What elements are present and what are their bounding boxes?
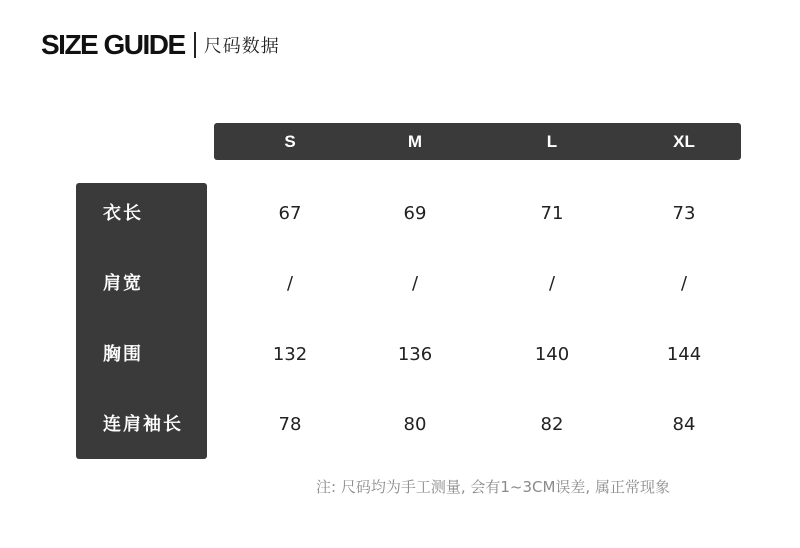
table-cell: 82: [540, 414, 564, 435]
table-cell: 69: [403, 203, 427, 224]
table-cell: /: [411, 273, 419, 294]
size-header-m: M: [407, 132, 423, 151]
row-label-chest: 胸围: [103, 344, 143, 365]
table-cell: 71: [540, 203, 564, 224]
row-label-column: [76, 183, 207, 459]
title-english: SIZE GUIDE: [41, 29, 185, 60]
title-chinese: 尺码数据: [203, 36, 280, 57]
row-label-sleeve: 连肩袖长: [103, 414, 183, 435]
title-divider: [194, 32, 196, 58]
table-cell: 73: [672, 203, 696, 224]
table-cell: 84: [672, 414, 696, 435]
table-cell: 144: [666, 344, 702, 365]
table-cell: 67: [278, 203, 302, 224]
table-cell: /: [548, 273, 556, 294]
table-cell: /: [286, 273, 294, 294]
size-header-l: L: [546, 132, 558, 151]
size-header-xl: XL: [673, 132, 695, 151]
table-cell: /: [680, 273, 688, 294]
table-cell: 140: [534, 344, 570, 365]
measurement-note: 注: 尺码均为手工测量, 会有1~3CM误差, 属正常现象: [316, 478, 670, 496]
table-cell: 80: [403, 414, 427, 435]
table-cell: 136: [397, 344, 433, 365]
size-header-s: S: [284, 132, 296, 151]
page-title: [41, 28, 280, 62]
table-cell: 78: [278, 414, 302, 435]
size-header-bar: [214, 123, 741, 160]
table-cell: 132: [272, 344, 308, 365]
row-label-length: 衣长: [103, 203, 143, 224]
row-label-shoulder: 肩宽: [103, 273, 143, 294]
